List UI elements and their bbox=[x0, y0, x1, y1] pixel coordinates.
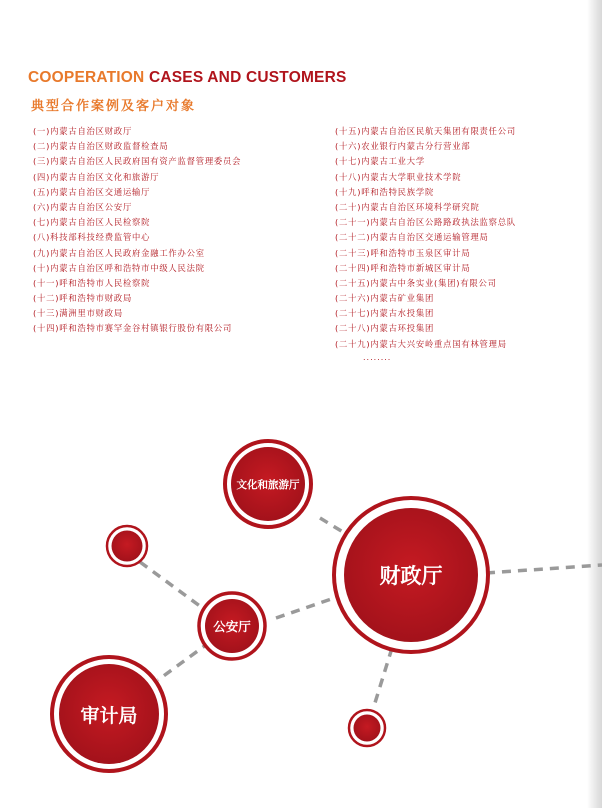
client-item-name: 内蒙古自治区呼和浩特市中级人民法院 bbox=[50, 262, 205, 273]
client-item-name: 呼和浩特市新城区审计局 bbox=[370, 262, 471, 273]
client-item-name: 内蒙古矿业集团 bbox=[370, 293, 435, 304]
connector-finance-right bbox=[486, 565, 602, 573]
client-item-number: (二十五) bbox=[335, 277, 371, 288]
node-public-security-label: 公安厅 bbox=[213, 619, 251, 634]
client-item-number: (十七) bbox=[335, 156, 362, 167]
client-item-number: (十一) bbox=[33, 277, 60, 288]
node-audit bbox=[52, 657, 166, 771]
client-item-name: 内蒙古自治区财政监督检查局 bbox=[50, 141, 169, 152]
node-small-bottom bbox=[349, 710, 385, 746]
client-item-name: 内蒙古自治区财政厅 bbox=[50, 126, 133, 136]
client-item-number: (八) bbox=[33, 232, 51, 243]
client-item-number: (九) bbox=[33, 247, 51, 258]
client-item-number: (三) bbox=[33, 156, 51, 167]
node-culture-tourism bbox=[225, 441, 311, 527]
client-item-name: 内蒙古水投集团 bbox=[370, 308, 435, 319]
client-item-number: (二十四) bbox=[335, 262, 371, 273]
connector-police-finance bbox=[276, 596, 340, 618]
client-item-name: 满洲里市财政局 bbox=[59, 308, 123, 319]
client-item-name: 内蒙古自治区公路路政执法监察总队 bbox=[370, 217, 516, 228]
node-finance-label: 财政厅 bbox=[379, 564, 443, 588]
client-item-number: (十四) bbox=[33, 323, 60, 334]
title-english-main: CASES AND CUSTOMERS bbox=[144, 69, 347, 86]
client-item-number: (二十一) bbox=[335, 217, 371, 228]
client-item-name: 内蒙古自治区交通运输管理局 bbox=[370, 232, 489, 243]
client-item-name: 呼和浩特市玉泉区审计局 bbox=[370, 247, 471, 258]
client-item-name: 科技部科技经费监管中心 bbox=[50, 232, 151, 243]
client-item-number: (二十七) bbox=[335, 308, 371, 319]
connector-finance-small bbox=[374, 648, 392, 706]
client-item-number: (二十) bbox=[335, 201, 362, 212]
client-item-number: (十九) bbox=[335, 186, 362, 197]
client-item-name: 呼和浩特民族学院 bbox=[361, 186, 435, 197]
client-item-name: 内蒙古大兴安岭重点国有林管理局 bbox=[370, 338, 507, 349]
client-item-name: 内蒙古自治区文化和旅游厅 bbox=[50, 171, 160, 182]
client-item-number: (十六) bbox=[335, 141, 362, 152]
node-small-left bbox=[107, 526, 147, 566]
client-item-name: 内蒙古环投集团 bbox=[370, 323, 435, 334]
client-item-name: 内蒙古工业大学 bbox=[361, 156, 425, 167]
node-finance bbox=[334, 498, 488, 652]
client-item-number: (十) bbox=[33, 262, 51, 273]
node-public-security bbox=[199, 593, 265, 659]
client-item-number: (二) bbox=[33, 141, 51, 152]
client-item-name: 呼和浩特市财政局 bbox=[59, 293, 133, 304]
client-item-name: 内蒙古自治区人民政府国有资产监督管理委员会 bbox=[50, 156, 242, 167]
client-item-name: 呼和浩特市赛罕金谷村镇银行股份有限公司 bbox=[59, 323, 233, 334]
client-item-number: (二十八) bbox=[335, 323, 371, 334]
client-item-name: 内蒙古中条实业(集团)有限公司 bbox=[370, 277, 497, 288]
connector-small-police bbox=[140, 562, 208, 612]
connector-police-audit bbox=[158, 642, 210, 680]
client-item-number: (二十三) bbox=[335, 247, 371, 258]
client-item-name: 内蒙古自治区人民政府金融工作办公室 bbox=[50, 247, 205, 258]
client-item-number: (十五) bbox=[335, 126, 362, 136]
title-chinese: 典型合作案例及客户对象 bbox=[31, 99, 197, 114]
client-item-number: (一) bbox=[33, 126, 51, 136]
client-item-number: (十三) bbox=[33, 308, 60, 319]
client-item-number: (二十九) bbox=[335, 338, 371, 349]
client-item-number: (七) bbox=[33, 217, 51, 228]
client-item-number: (二十六) bbox=[335, 293, 371, 304]
list-ellipsis: ........ bbox=[363, 353, 392, 362]
client-item-number: (二十二) bbox=[335, 232, 371, 243]
client-item-name: 内蒙古自治区环境科学研究院 bbox=[361, 201, 480, 212]
title-english-accent: COOPERATION bbox=[28, 69, 145, 86]
client-item-name: 内蒙古自治区交通运输厅 bbox=[50, 186, 151, 197]
client-item-number: (四) bbox=[33, 171, 51, 182]
node-culture-tourism-label: 文化和旅游厅 bbox=[236, 479, 300, 491]
client-item-name: 内蒙古自治区民航天集团有限责任公司 bbox=[361, 126, 516, 136]
client-item-name: 内蒙古自治区人民检察院 bbox=[50, 217, 151, 228]
client-item-number: (十二) bbox=[33, 293, 60, 304]
client-item-name: 内蒙古自治区公安厅 bbox=[50, 201, 133, 212]
client-item-number: (五) bbox=[33, 186, 51, 197]
client-item-name: 呼和浩特市人民检察院 bbox=[59, 277, 151, 288]
client-item-name: 农业银行内蒙古分行营业部 bbox=[361, 141, 471, 152]
node-audit-label: 审计局 bbox=[80, 705, 138, 727]
client-item-number: (十八) bbox=[335, 171, 362, 182]
client-item-name: 内蒙古大学职业技术学院 bbox=[361, 171, 462, 182]
client-item-number: (六) bbox=[33, 201, 51, 212]
